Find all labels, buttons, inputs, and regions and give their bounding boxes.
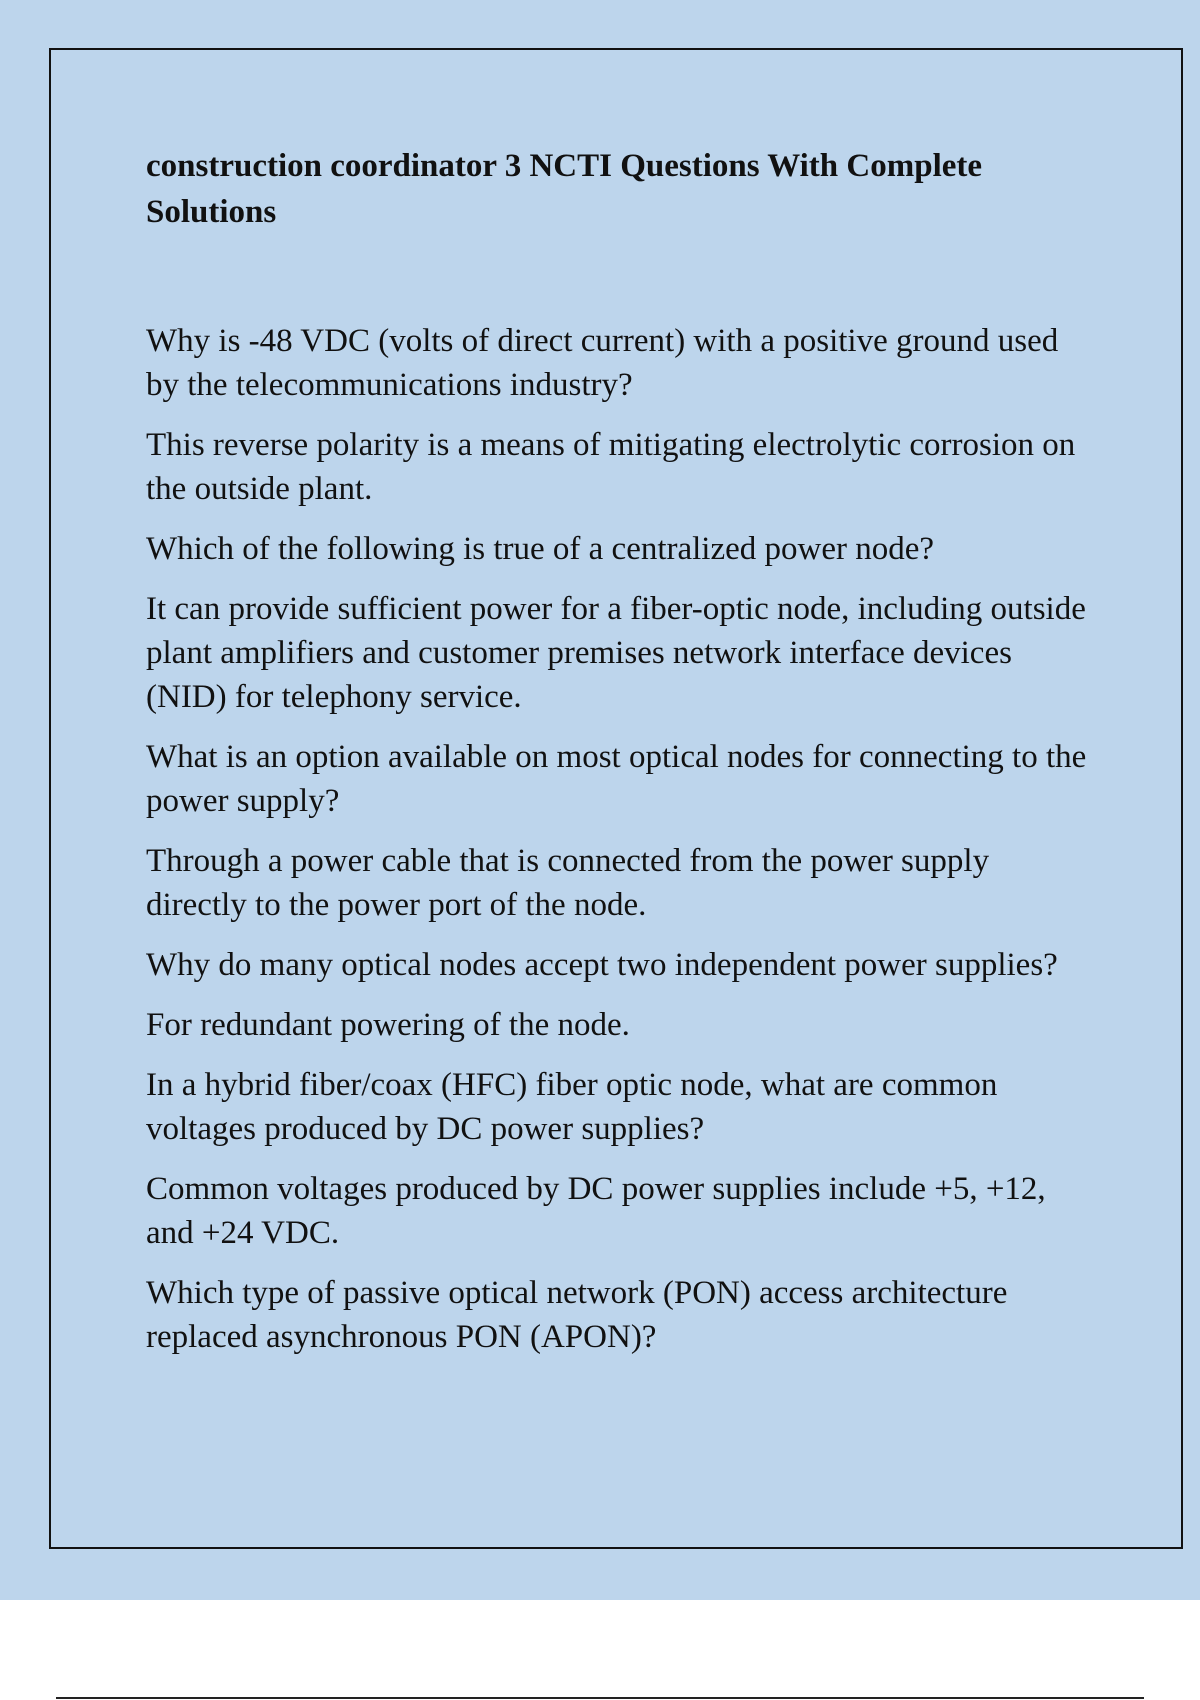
question-paragraph: Which type of passive optical network (PON) access architecture replaced asynchronous PON (APON)? (146, 1275, 1008, 1355)
footer-divider (56, 1697, 1144, 1699)
question-paragraph: In a hybrid fiber/coax (HFC) fiber optic node, what are common voltages produced by DC power supplies? (146, 1067, 998, 1147)
answer-paragraph: Common voltages produced by DC power supplies include +5, +12, and +24 VDC. (146, 1171, 1046, 1251)
question-paragraph: What is an option available on most optical nodes for connecting to the power supply? (146, 739, 1087, 819)
question-paragraph: Why is -48 VDC (volts of direct current) with a positive ground used by the telecommunications industry? (146, 323, 1059, 403)
answer-paragraph: This reverse polarity is a means of mitigating electrolytic corrosion on the outside plant. (146, 427, 1076, 507)
answer-paragraph: For redundant powering of the node. (146, 1007, 630, 1043)
document-content (146, 143, 1096, 1375)
qa-list (146, 319, 1096, 1359)
question-paragraph: Why do many optical nodes accept two independent power supplies? (146, 947, 1058, 983)
question-paragraph: Which of the following is true of a centralized power node? (146, 531, 935, 567)
answer-paragraph: Through a power cable that is connected from the power supply directly to the power port of the node. (146, 843, 990, 923)
document-title: construction coordinator 3 NCTI Questions With Complete Solutions (146, 148, 983, 230)
answer-paragraph: It can provide sufficient power for a fiber-optic node, including outside plant amplifiers and customer premises network interface devices (NID) for telephony service. (146, 591, 1086, 715)
